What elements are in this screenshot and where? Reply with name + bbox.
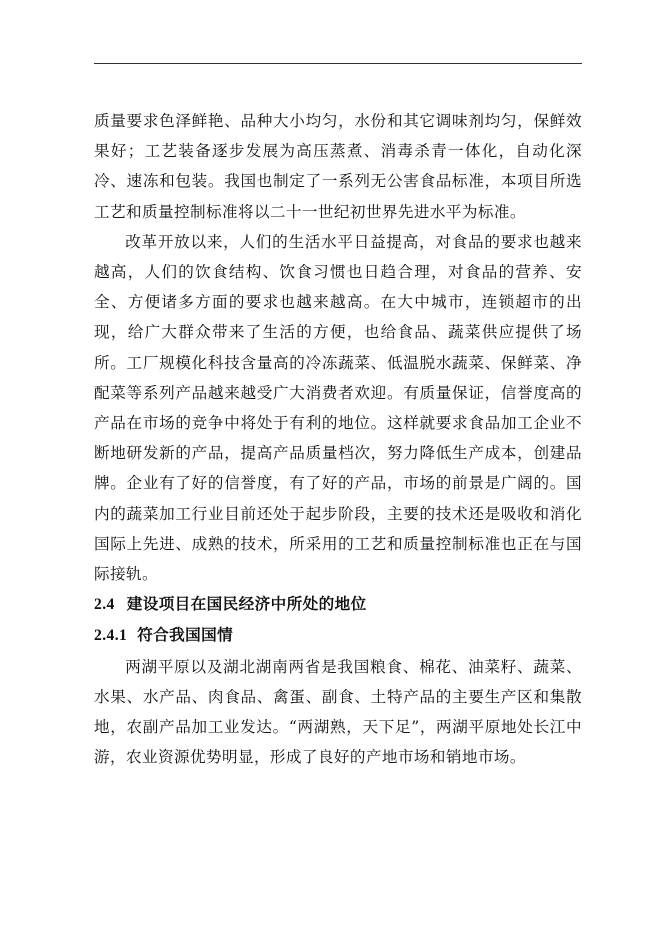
paragraph-market-demand: 改革开放以来，人们的生活水平日益提高，对食品的要求也越来越高，人们的饮食结构、饮食习惯也日趋合理，对食品的营养、安全、方便诸多方面的要求也越来越高。在大中城市，连锁超市的出现，给广大群众带来了生活的方便，也给食品、蔬菜供应提供了场所。工厂规模化科技含量高的冷冻蔬菜、低温脱水蔬菜、保鲜菜、净配菜等系列产品越来越受广大消费者欢迎。有质量保证，信誉度高的产品在市场的竞争中将处于有利的地位。这样就要求食品加工企业不断地研发新的产品，提高产品质量档次，努力降低生产成本，创建品牌。企业有了好的信誉度，有了好的产品，市场的前景是广阔的。国内的蔬菜加工行业目前还处于起步阶段，主要的技术还是吸收和消化国际上先进、成熟的技术，所采用的工艺和质量控制标准也正在与国际接轨。 (94, 232, 582, 584)
section-title: 建设项目在国民经济中所处的地位 (126, 595, 367, 614)
section-number: 2.4 (94, 596, 115, 614)
paragraph-regional-advantage: 两湖平原以及湖北湖南两省是我国粮食、棉花、油菜籽、蔬菜、水果、水产品、肉食品、禽蛋、副食、土特产品的主要生产区和集散地，农副产品加工业发达。“两湖熟，天下足”，两湖平原地处长江中游，农业资源优势明显，形成了良好的产地市场和销地市场。 (94, 657, 582, 767)
section-heading-2-4-1 (94, 620, 582, 651)
document-body (94, 106, 582, 772)
section-heading-2-4 (94, 589, 582, 620)
subsection-title: 符合我国国情 (137, 626, 234, 645)
paragraph-quality-standards: 质量要求色泽鲜艳、品种大小均匀，水份和其它调味剂均匀，保鲜效果好；工艺装备逐步发展为高压蒸煮、消毒杀青一体化，自动化深冷、速冻和包装。我国也制定了一系列无公害食品标准，本项目所选工艺和质量控制标准将以二十一世纪初世界先进水平为标准。 (94, 112, 582, 221)
header-rule (94, 63, 582, 64)
subsection-number: 2.4.1 (94, 627, 128, 645)
